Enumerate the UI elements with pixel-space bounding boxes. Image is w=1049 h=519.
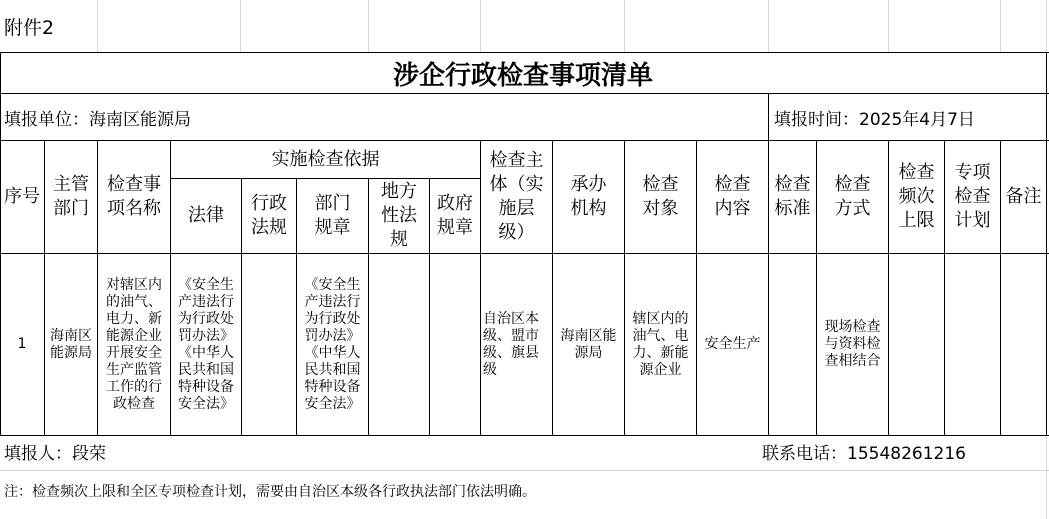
text-line: 自治区本 bbox=[483, 310, 539, 327]
cell-plan bbox=[945, 254, 1000, 435]
header-plan bbox=[945, 141, 1000, 253]
text-line: 查相结合 bbox=[824, 353, 881, 369]
text-block bbox=[643, 173, 679, 221]
text-line: 检查 bbox=[954, 186, 991, 207]
header-law bbox=[171, 179, 241, 253]
text-block bbox=[561, 328, 617, 362]
text-block bbox=[571, 173, 607, 221]
header-subject bbox=[481, 141, 552, 253]
text-line: 安全法》 bbox=[178, 395, 234, 412]
text-block bbox=[53, 173, 89, 221]
header-seq bbox=[0, 141, 44, 253]
text-block bbox=[835, 173, 871, 221]
border bbox=[1046, 52, 1047, 435]
text-block bbox=[107, 173, 161, 221]
page-title: 涉企行政检查事项清单 bbox=[392, 60, 653, 91]
header-dept-rule bbox=[297, 179, 368, 253]
text-line: 《安全生 bbox=[304, 276, 361, 293]
text-line: 检查 bbox=[714, 174, 751, 195]
gridline bbox=[768, 0, 769, 52]
header-target bbox=[625, 141, 696, 253]
header-frequency bbox=[889, 141, 944, 253]
text-block bbox=[251, 192, 287, 240]
text-line: 标准 bbox=[774, 198, 811, 219]
text-line: 政检查 bbox=[113, 395, 155, 412]
text-line: 罚办法》 bbox=[178, 327, 234, 344]
text-line: 工作的行 bbox=[106, 378, 162, 395]
text-line: 行政 bbox=[251, 193, 287, 214]
reporting-unit: 填报单位：海南区能源局 bbox=[4, 109, 191, 130]
header-remark bbox=[1001, 141, 1046, 253]
cell-org bbox=[553, 254, 624, 435]
text-line: 规 bbox=[390, 229, 408, 250]
text-line: 规章 bbox=[314, 217, 351, 238]
text-block bbox=[437, 192, 473, 240]
header-dept bbox=[45, 141, 97, 253]
text-line: 民共和国 bbox=[304, 361, 361, 378]
text-line: 能源局 bbox=[50, 344, 92, 361]
text-line: 对象 bbox=[642, 198, 679, 219]
header-item-name bbox=[98, 141, 170, 253]
cell-frequency bbox=[889, 254, 944, 435]
text-line: 产违法行 bbox=[304, 293, 361, 310]
header-admin-reg bbox=[242, 179, 296, 253]
cell-remark bbox=[1001, 254, 1046, 435]
attachment-label: 附件2 bbox=[4, 16, 55, 39]
cell-dept bbox=[45, 254, 97, 435]
text-line: 检查事 bbox=[107, 174, 161, 195]
text-block bbox=[899, 161, 935, 233]
cell-content bbox=[697, 254, 768, 435]
gridline bbox=[0, 470, 1049, 471]
text-line: 为行政处 bbox=[304, 310, 361, 327]
cell-local-reg bbox=[369, 254, 429, 435]
text-line: 内容 bbox=[714, 198, 751, 219]
text-line: 规章 bbox=[437, 217, 473, 238]
text-block bbox=[955, 161, 991, 233]
text-block bbox=[825, 319, 881, 370]
text-block bbox=[188, 204, 224, 228]
text-line: 上限 bbox=[898, 210, 935, 231]
text-line: 安全生产 bbox=[704, 336, 761, 352]
text-block bbox=[305, 277, 361, 413]
header-content bbox=[697, 141, 768, 253]
cell-item-name bbox=[98, 254, 170, 435]
text-line: 源局 bbox=[574, 344, 603, 361]
text-block bbox=[106, 277, 162, 413]
text-line: 部门 bbox=[53, 198, 89, 219]
text-line: 对辖区内 bbox=[106, 276, 162, 293]
text-line: 体（实 bbox=[489, 174, 544, 195]
gridline bbox=[480, 0, 481, 52]
text-line: 法律 bbox=[188, 205, 224, 226]
cell-standard bbox=[769, 254, 816, 435]
text-line: 源企业 bbox=[639, 361, 682, 378]
gridline bbox=[1046, 0, 1047, 52]
header-gov-rule bbox=[430, 179, 480, 253]
text-block bbox=[315, 192, 351, 240]
text-line: 《中华人 bbox=[178, 344, 234, 361]
text-line: 机构 bbox=[570, 198, 607, 219]
text-line: 现场检查 bbox=[824, 319, 881, 335]
text-line: 能源企业 bbox=[106, 327, 162, 344]
text-line: 地方 bbox=[381, 181, 417, 202]
text-line: 级、旗县 bbox=[483, 344, 539, 361]
reporter: 填报人：段荣 bbox=[4, 443, 106, 464]
text-line: 民共和国 bbox=[178, 361, 234, 378]
header-basis-group: 实施检查依据 bbox=[271, 148, 380, 170]
gridline bbox=[240, 0, 241, 52]
text-line: 《中华人 bbox=[304, 344, 361, 361]
cell-subject bbox=[483, 254, 552, 435]
text-line: 特种设备 bbox=[178, 378, 234, 395]
header-method bbox=[817, 141, 888, 253]
text-line: 为行政处 bbox=[178, 310, 234, 327]
gridline bbox=[1000, 0, 1001, 52]
cell-law bbox=[171, 254, 241, 435]
cell-gov-rule bbox=[430, 254, 480, 435]
gridline bbox=[368, 0, 369, 52]
header-standard bbox=[769, 141, 816, 253]
text-block bbox=[50, 328, 92, 362]
text-line: 海南区 bbox=[50, 327, 92, 344]
text-line: 项名称 bbox=[107, 198, 161, 219]
text-block bbox=[775, 173, 811, 221]
text-block bbox=[490, 149, 544, 245]
gridline bbox=[888, 0, 889, 52]
cell-method bbox=[817, 254, 888, 435]
text-block bbox=[178, 277, 234, 413]
text-block bbox=[705, 336, 761, 353]
text-block bbox=[483, 311, 539, 379]
border bbox=[768, 93, 769, 140]
text-line: 罚办法》 bbox=[304, 327, 361, 344]
text-line: 电力、新 bbox=[106, 310, 162, 327]
gridline bbox=[1046, 435, 1047, 519]
footnote: 注：检查频次上限和全区专项检查计划，需要由自治区本级各行政执法部门依法明确。 bbox=[4, 484, 536, 500]
text-line: 性法 bbox=[381, 205, 417, 226]
text-line: 计划 bbox=[954, 210, 991, 231]
text-line: 检查 bbox=[898, 162, 935, 183]
header-local-reg bbox=[369, 179, 429, 253]
text-line: 《安全生 bbox=[178, 276, 234, 293]
text-block bbox=[633, 311, 689, 379]
text-line: 方式 bbox=[834, 198, 871, 219]
text-line: 安全法》 bbox=[304, 395, 361, 412]
text-block bbox=[715, 173, 751, 221]
cell-dept-rule bbox=[297, 254, 368, 435]
text-line: 承办 bbox=[570, 174, 607, 195]
text-line: 级 bbox=[483, 361, 497, 378]
text-line: 生产监管 bbox=[106, 361, 162, 378]
cell-admin-reg bbox=[242, 254, 296, 435]
text-block bbox=[1006, 185, 1042, 209]
fill-time: 填报时间：2025年4月7日 bbox=[774, 109, 975, 130]
text-line: 与资料检 bbox=[824, 336, 881, 352]
text-line: 的油气、 bbox=[106, 293, 162, 310]
text-line: 检查 bbox=[774, 174, 811, 195]
text-line: 主管 bbox=[53, 174, 89, 195]
text-line: 专项 bbox=[954, 162, 991, 183]
text-line: 特种设备 bbox=[304, 378, 361, 395]
text-line: 力、新能 bbox=[632, 344, 689, 361]
text-line: 海南区能 bbox=[560, 327, 617, 344]
text-line: 产违法行 bbox=[178, 293, 234, 310]
gridline bbox=[624, 0, 625, 52]
text-line: 序号 bbox=[4, 186, 40, 207]
text-line: 备注 bbox=[1005, 186, 1042, 207]
text-block bbox=[381, 180, 417, 252]
cell-seq: 1 bbox=[17, 336, 27, 352]
text-line: 开展安全 bbox=[106, 344, 162, 361]
contact-phone: 联系电话：15548261216 bbox=[762, 443, 966, 464]
text-line: 级、盟市 bbox=[483, 327, 539, 344]
text-line: 辖区内的 bbox=[632, 310, 689, 327]
text-line: 检查主 bbox=[489, 150, 544, 171]
text-line: 检查 bbox=[834, 174, 871, 195]
text-line: 政府 bbox=[437, 193, 473, 214]
text-line: 部门 bbox=[314, 193, 351, 214]
text-block bbox=[4, 185, 40, 209]
text-line: 法规 bbox=[251, 217, 287, 238]
text-line: 频次 bbox=[898, 186, 935, 207]
text-line: 施层 bbox=[498, 198, 535, 219]
text-line: 级） bbox=[498, 222, 535, 243]
cell-target bbox=[625, 254, 696, 435]
text-line: 检查 bbox=[642, 174, 679, 195]
text-line: 油气、电 bbox=[632, 327, 689, 344]
header-org bbox=[553, 141, 624, 253]
